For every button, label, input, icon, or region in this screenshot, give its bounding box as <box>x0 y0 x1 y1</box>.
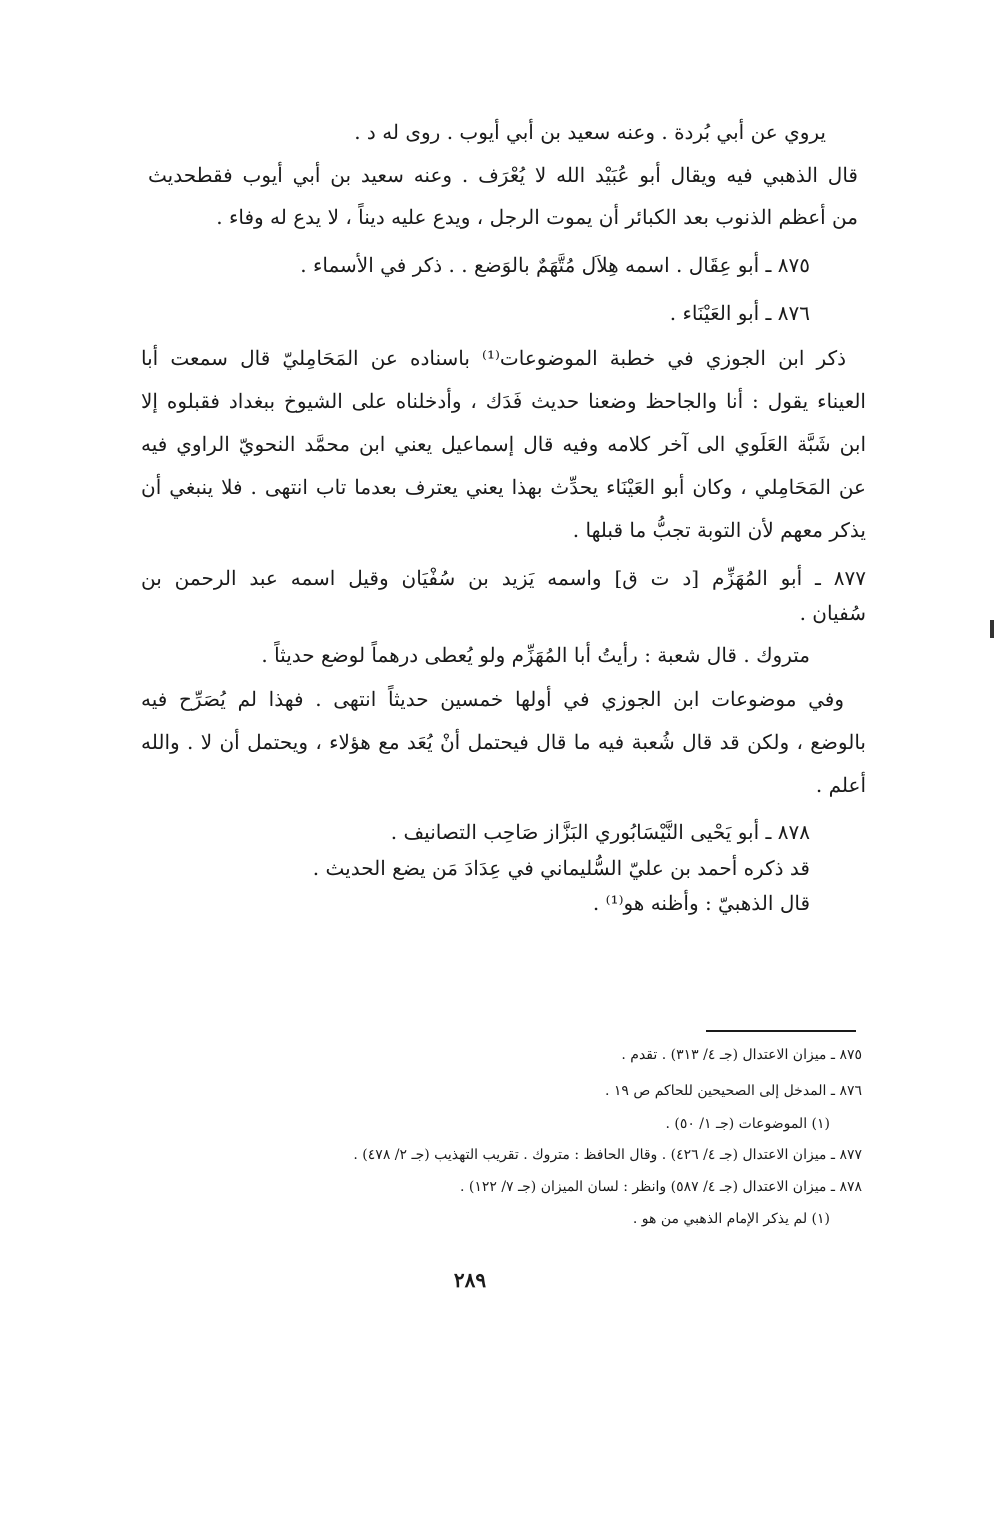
footnote: ٨٧٧ ـ ميزان الاعتدال (جـ ٤/ ٤٢٦) . وقال الحافظ : متروك . تقريب التهذيب (جـ ٢/ ٤٧٨) . <box>353 1147 862 1163</box>
entry-heading-876: ٨٧٦ ـ أبو العَيْنَاء . <box>669 301 810 325</box>
body-line: العيناء يقول : أنا والجاحظ وضعنا حديث فَدَك ، وأدخلناه على الشيوخ ببغداد فقبلوه إلا <box>141 389 866 413</box>
body-line: عن المَحَامِلي ، وكان أبو العَيْنَاء يحدِّث بهذا يعني يعترف بعدما تاب انتهى . فلا ينبغي أن <box>141 475 866 499</box>
entry-heading-877: ٨٧٧ ـ أبو المُهَزِّم [د ت ق] واسمه يَزيد بن سُفْيَان وقيل اسمه عبد الرحمن بن <box>141 566 866 590</box>
body-line: ابن شَبَّة العَلَوي الى آخر كلامه وفيه قال إسماعيل يعني ابن محمَّد النحويّ الراوي فيه <box>141 432 866 456</box>
body-line: سُفيان . <box>799 601 866 625</box>
entry-heading-875: ٨٧٥ ـ أبو عِقَال . اسمه هِلاَل مُتَّهَمٌ بالوَضع . . ذكر في الأسماء . <box>300 253 810 277</box>
footnote: ٨٧٥ ـ ميزان الاعتدال (جـ ٤/ ٣١٣) . تقدم . <box>621 1047 862 1063</box>
footnote: (١) الموضوعات (جـ ١/ ٥٠) . <box>665 1116 830 1132</box>
body-line: وفي موضوعات ابن الجوزي في أولها خمسين حديثاً انتهى . فهذا لم يُصَرِّح فيه <box>141 687 844 711</box>
footnote: (١) لم يذكر الإمام الذهبي من هو . <box>632 1211 830 1227</box>
footnote-separator <box>706 1030 856 1032</box>
page-number: ٢٨٩ <box>453 1268 487 1292</box>
body-line: أعلم . <box>815 773 866 797</box>
body-line: ذكر ابن الجوزي في خطبة الموضوعات⁽¹⁾ باسناده عن المَحَامِليّ قال سمعت أبا <box>141 346 847 370</box>
footnote: ٨٧٦ ـ المدخل إلى الصحيحين للحاكم ص ١٩ . <box>604 1083 862 1099</box>
body-line: من أعظم الذنوب بعد الكبائر أن يموت الرجل ، ويدع عليه ديناً ، لا يدع له وفاء . <box>216 205 858 229</box>
entry-heading-878: ٨٧٨ ـ أبو يَحْيى النَّيْسَابُوري البَزَّاز صَاحِب التصانيف . <box>390 820 810 844</box>
body-line: يروي عن أبي بُردة . وعنه سعيد بن أبي أيوب . روى له د . <box>354 120 826 144</box>
body-line: قال الذهبي فيه ويقال أبو عُبَيْد الله لا يُعْرَف . وعنه سعيد بن أبي أيوب فقطحديث <box>148 163 858 187</box>
body-line: يذكر معهم لأن التوبة تجبُّ ما قبلها . <box>572 518 866 542</box>
body-line: قال الذهبيّ : وأظنه هو⁽¹⁾ . <box>592 891 810 915</box>
body-line: متروك . قال شعبة : رأيتُ أبا المُهَزِّم ولو يُعطى درهماً لوضع حديثاً . <box>261 643 810 667</box>
footnote: ٨٧٨ ـ ميزان الاعتدال (جـ ٤/ ٥٨٧) وانظر : لسان الميزان (جـ ٧/ ١٢٢) . <box>459 1179 862 1195</box>
body-line: قد ذكره أحمد بن عليّ السُّليماني في عِدَادَ مَن يضع الحديث . <box>312 856 810 880</box>
scan-edge-mark <box>990 620 994 638</box>
body-line: بالوضع ، ولكن قد قال شُعبة فيه ما قال فيحتمل أنْ يُعَد مع هؤلاء ، ويحتمل أن لا . والله <box>141 730 866 754</box>
